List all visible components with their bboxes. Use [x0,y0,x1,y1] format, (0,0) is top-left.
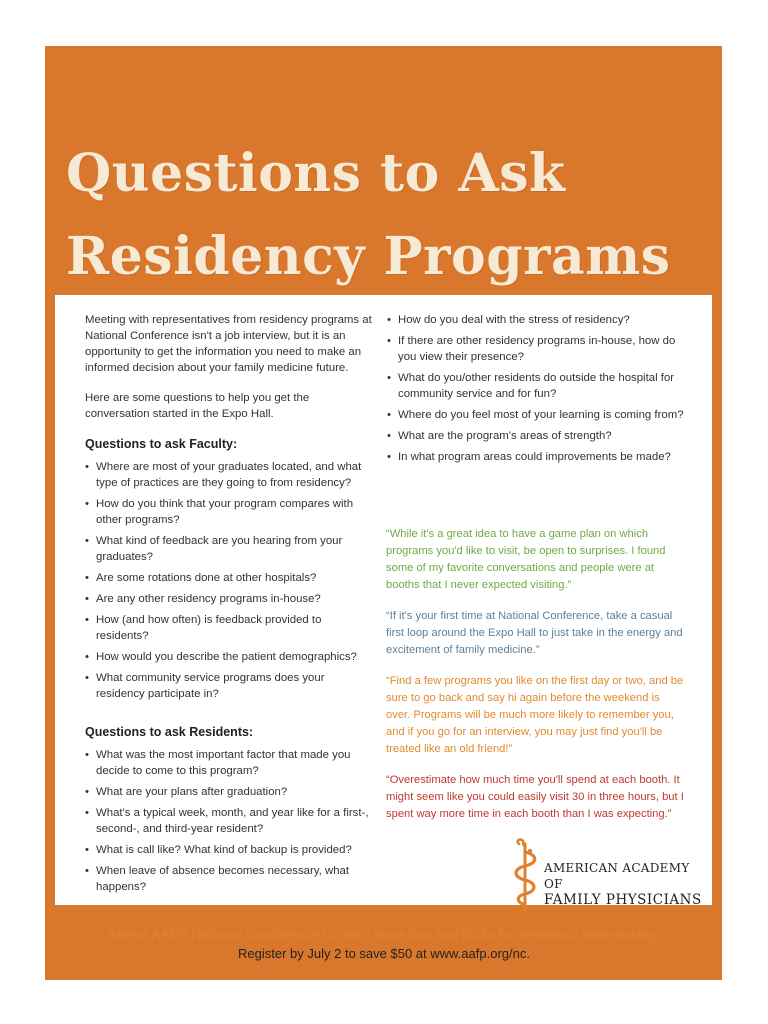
left-column [85,312,375,900]
list-item: • Where are most of your graduates located, and what type of practices are they going to from residency? [85,459,375,491]
list-item: • Are any other residency programs in-house? [85,591,375,607]
list-item: • How (and how often) is feedback provided to residents? [85,612,375,644]
list-item: • What are your plans after graduation? [85,784,375,800]
logo-line-2: FAMILY PHYSICIANS [544,892,702,908]
resident-quotes [386,526,686,837]
list-item: • What are the program's areas of strength? [387,428,687,444]
list-item: • What kind of feedback are you hearing from your graduates? [85,533,375,565]
list-item: • In what program areas could improvements be made? [387,449,687,465]
quote-3: “Find a few programs you like on the first day or two, and be sure to go back and say hi again before the weekend is over. Programs will be much more likely to remember you, and if you go for an interview, you may just find you'll be treated like an old friend!” [386,675,684,755]
list-item: • How do you deal with the stress of residency? [387,312,687,328]
residents-question-list-continued [387,312,687,465]
list-item: • Where do you feel most of your learning is coming from? [387,407,687,423]
list-item: • How do you think that your program compares with other programs? [85,496,375,528]
list-item: • Are some rotations done at other hospitals? [85,570,375,586]
list-item: • What do you/other residents do outside the hospital for community service and for fun? [387,370,687,402]
quote-2: “If it's your first time at National Conference, take a casual first loop around the Expo Hall to just take in the energy and excitement of family medicine.” [386,610,683,656]
title-line-2: Residency Programs [66,226,671,288]
cta-headline: Attend AAFP National Conference to learn more tips and tricks for residency interviewing. [107,926,661,942]
list-item: • When leave of absence becomes necessary, what happens? [85,863,375,895]
faculty-question-list [85,459,375,702]
residents-heading: Questions to ask Residents: [85,725,254,739]
right-column [387,312,687,470]
title-line-1: Questions to Ask [66,143,566,204]
intro-paragraph-1: Meeting with representatives from residency programs at National Conference isn't a job interview, but it is an opportunity to get the information you need to make an informed decision about your family medicine future. [85,314,372,374]
intro-paragraph-2: Here are some questions to help you get the conversation started in the Expo Hall. [85,392,310,420]
aafp-logo [508,838,708,914]
list-item: • What was the most important factor that made you decide to come to this program? [85,747,375,779]
cta-register: Register by July 2 to save $50 at www.aafp.org/nc. [238,946,530,961]
quote-4: “Overestimate how much time you'll spend at each booth. It might seem like you could easily visit 30 in three hours, but I spent way more time in each booth than I was expecting.” [386,774,684,820]
faculty-heading: Questions to ask Faculty: [85,437,238,451]
page-title [66,132,671,298]
list-item: • If there are other residency programs in-house, how do you view their presence? [387,333,687,365]
list-item: • What community service programs does your residency participate in? [85,670,375,702]
quote-1: “While it's a great idea to have a game plan on which programs you'd like to visit, be open to surprises. I found some of my favorite conversations and people were at booths that I never expected visiting.” [386,528,666,591]
list-item: • What's a typical week, month, and year like for a first-, second-, and third-year resident? [85,805,375,837]
list-item: • What is call like? What kind of backup is provided? [85,842,375,858]
logo-line-1: AMERICAN ACADEMY OF [544,861,690,891]
staff-of-asclepius-icon [508,838,542,914]
list-item: • How would you describe the patient demographics? [85,649,375,665]
residents-question-list [85,747,375,895]
logo-wordmark [544,860,708,908]
